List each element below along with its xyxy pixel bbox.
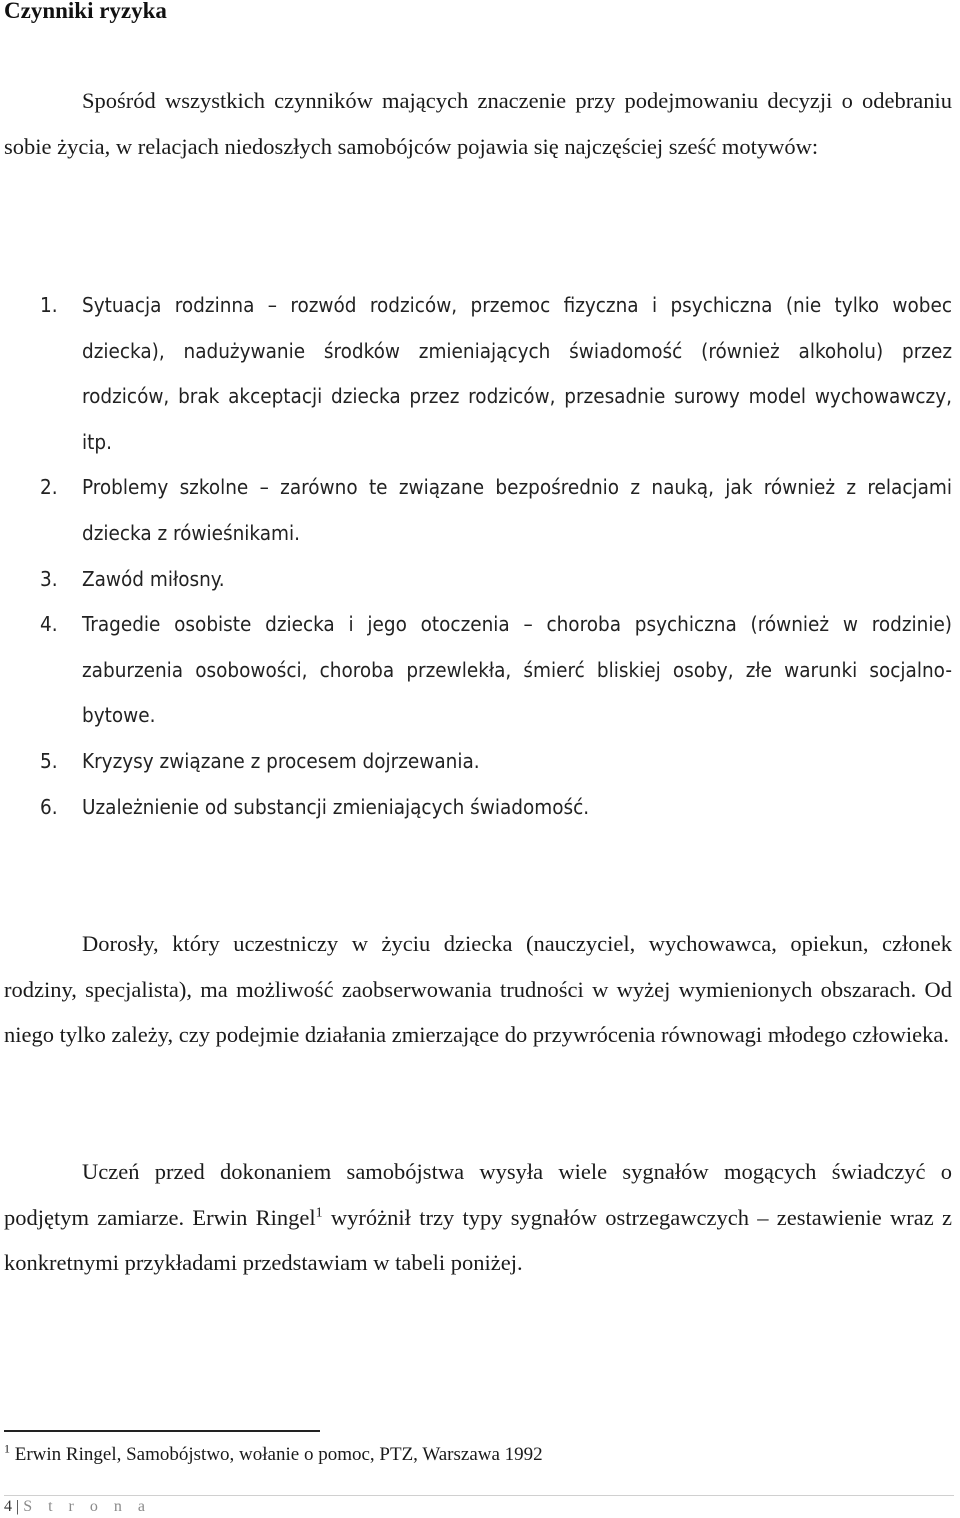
list-item-number: 4. (40, 612, 58, 637)
motives-list (4, 283, 952, 830)
adult-role-paragraph: Dorosły, który uczestniczy w życiu dziecka (nauczyciel, wychowawca, opiekun, członek rodziny, specjalista), ma możliwość zaobserwowania trudności w wyżej wymienionych obszarach. Od niego tylko zależy, czy podejmie działania zmierzające do przywrócenia równowagi młodego człowieka. (4, 931, 952, 1048)
list-item-text: Tragedie osobiste dziecka i jego otoczenia – choroba psychiczna (również w rodzinie) zaburzenia osobowości, choroba przewlekła, śmierć bliskiej osoby, złe warunki socjalno-bytowe. (82, 612, 952, 728)
list-item-number: 6. (40, 794, 58, 819)
list-item (4, 739, 952, 785)
list-item-number: 1. (40, 293, 58, 317)
list-item-number: 3. (40, 566, 58, 591)
list-item-text: Zawód miłosny. (82, 566, 225, 591)
list-item-number: 2. (40, 475, 58, 500)
footnote-separator (4, 1430, 320, 1432)
list-item (4, 602, 952, 739)
paragraph-text-end: wyróżnił trzy typy sygnałów ostrzegawczych – zestawienie wraz z konkretnymi przykładami przedstawiam w tabeli poniżej. (4, 1204, 952, 1276)
footnote (4, 1441, 543, 1469)
list-item (4, 557, 952, 603)
footnote-text: Erwin Ringel, Samobójstwo, wołanie o pomoc, PTZ, Warszawa 1992 (10, 1444, 543, 1465)
footnote-reference[interactable]: 1 (315, 1205, 323, 1221)
warning-signals-paragraph (4, 1149, 952, 1286)
footer-separator: | (16, 1498, 20, 1515)
list-item-number: 5. (40, 748, 58, 773)
list-item-text: Sytuacja rodzinna – rozwód rodziców, przemoc fizyczna i psychiczna (nie tylko wobec dziecka), nadużywanie środków zmieniających świadomość (również alkoholu) przez rodziców, brak akceptacji dziecka przez rodziców, przesadnie surowy model wychowawczy, itp. (82, 293, 952, 454)
list-item-text: Problemy szkolne – zarówno te związane bezpośrednio z nauką, jak również z relacjami dziecka z rówieśnikami. (82, 475, 952, 545)
list-item (4, 785, 952, 831)
page-word: S t r o n a (23, 1498, 151, 1515)
list-item (4, 283, 952, 465)
list-item (4, 465, 952, 556)
footnote-number: 1 (4, 1441, 10, 1456)
section-heading: Czynniki ryzyka (4, 0, 167, 23)
paragraph-text-start: Uczeń przed dokonaniem samobójstwa wysyła wiele sygnałów mogących świadczyć o podjętym zamiarze. Erwin Ringel (4, 1159, 952, 1230)
list-item-text: Kryzysy związane z procesem dojrzewania. (82, 748, 480, 773)
intro-paragraph: Spośród wszystkich czynników mających znaczenie przy podejmowaniu decyzji o odebraniu sobie życia, w relacjach niedoszłych samobójców pojawia się najczęściej sześć motywów: (4, 88, 952, 159)
list-item-text: Uzależnienie od substancji zmieniających świadomość. (82, 794, 590, 819)
page-number: 4 (4, 1498, 12, 1515)
page-footer (4, 1496, 151, 1518)
